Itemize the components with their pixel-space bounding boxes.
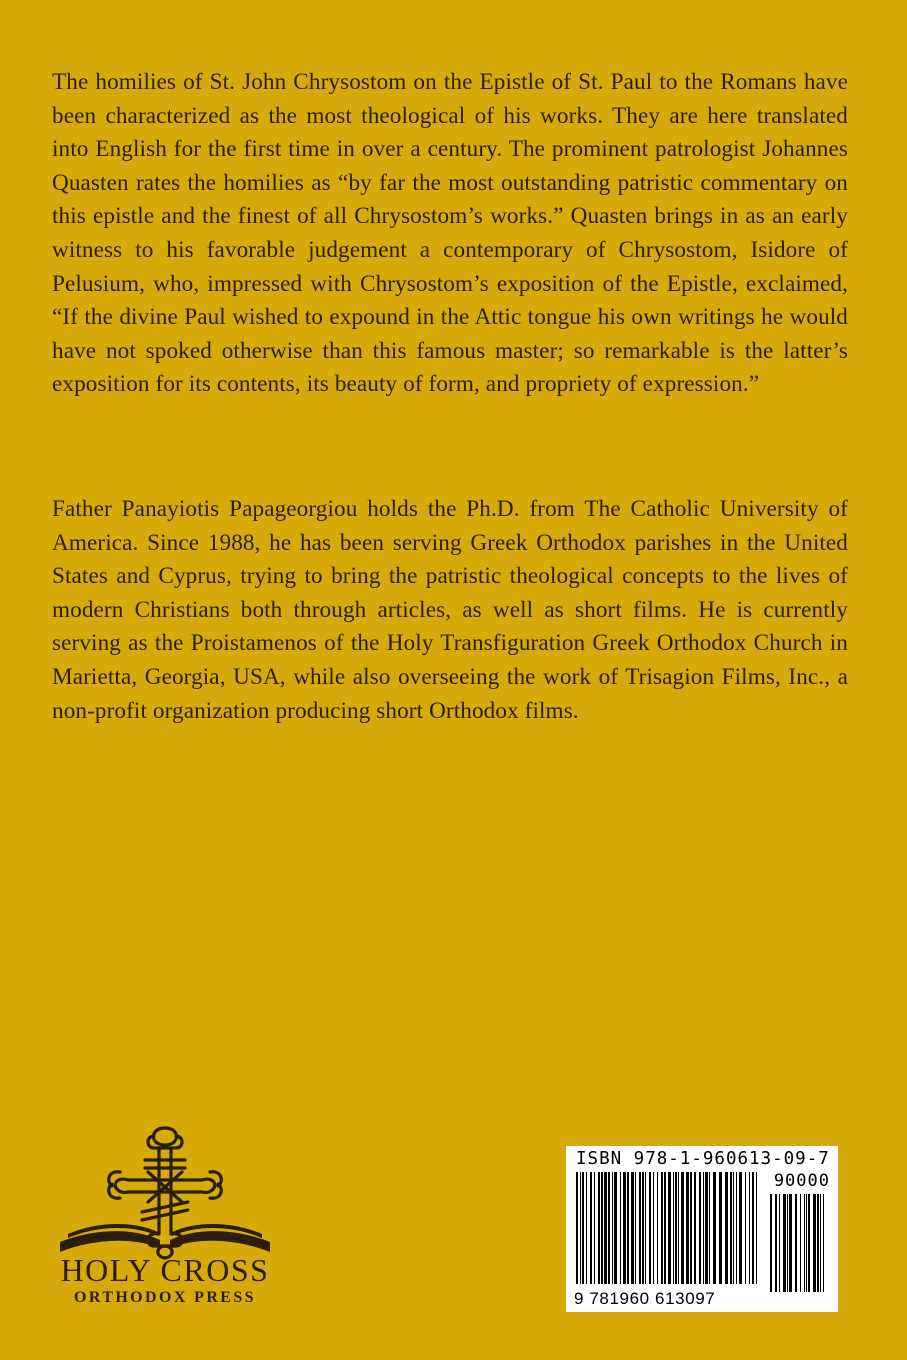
barcode-bar: [582, 1172, 584, 1284]
publisher-name: HOLY CROSS: [60, 1252, 270, 1288]
barcode-bar: [725, 1172, 728, 1284]
barcode-bars: [574, 1172, 830, 1296]
barcode-bar: [604, 1172, 607, 1284]
barcode-addon-digits: 90000: [773, 1171, 830, 1191]
barcode-bar: [820, 1194, 821, 1292]
author-bio: Father Panayiotis Papageorgiou holds the Ph.D. from The Catholic University of America. Since 1988, he has been serving Greek Orthodox parishes in the United States and Cyprus, trying to bring the patristic theological concepts to the lives of modern Christians both through articles, as well as short films. He is currently serving as the Proistamenos of the Holy Transfiguration Greek Orthodox Church in Marietta, Georgia, USA, while also overseeing the work of Trisagion Films, Inc., a non-profit organization producing short Orthodox films.: [52, 496, 848, 724]
barcode-bar: [653, 1172, 654, 1284]
barcode-bar: [645, 1172, 646, 1284]
barcode-bar: [627, 1172, 629, 1284]
barcode-bar: [775, 1194, 777, 1292]
barcode-bar: [736, 1172, 737, 1284]
barcode-bar: [661, 1172, 663, 1284]
publisher-subtitle: ORTHODOX PRESS: [74, 1289, 256, 1306]
barcode-bar: [749, 1172, 750, 1284]
barcode-bar: [779, 1194, 780, 1292]
publisher-logo: [40, 1122, 290, 1312]
barcode-bar: [690, 1172, 692, 1284]
barcode-bar: [813, 1194, 816, 1292]
barcode-bar: [789, 1194, 792, 1292]
barcode-bar: [614, 1172, 617, 1284]
barcode-bar: [808, 1194, 810, 1292]
barcode-bar: [733, 1172, 734, 1284]
barcode-bar: [806, 1194, 807, 1292]
barcode-bar: [804, 1194, 805, 1292]
barcode-bar: [745, 1172, 746, 1284]
barcode-bar: [823, 1194, 824, 1292]
barcode-bar: [705, 1172, 708, 1284]
barcode-bar: [623, 1172, 626, 1284]
isbn-barcode: [566, 1146, 838, 1312]
barcode-bar: [739, 1172, 742, 1284]
barcode-bar: [817, 1194, 819, 1292]
barcode-bar: [601, 1172, 603, 1284]
barcode-bar: [770, 1194, 772, 1292]
barcode-bar: [668, 1172, 671, 1284]
barcode-bar: [594, 1172, 595, 1284]
barcode-bar: [703, 1172, 704, 1284]
barcode-bar: [800, 1194, 801, 1292]
barcode-bar: [639, 1172, 641, 1284]
isbn-label: ISBN 978-1-960613-09-7: [576, 1149, 830, 1169]
barcode-bar: [631, 1172, 634, 1284]
barcode-bar: [673, 1172, 674, 1284]
barcode-bar: [576, 1172, 578, 1284]
barcode-bar: [709, 1172, 710, 1284]
barcode-bar: [730, 1172, 732, 1284]
barcode-bar: [590, 1172, 592, 1284]
barcode-bar: [678, 1172, 679, 1284]
barcode-bar: [713, 1172, 716, 1284]
barcode-bar: [580, 1172, 581, 1284]
book-description: The homilies of St. John Chrysostom on the Epistle of St. Paul to the Romans have been characterized as the most theological of his works. They are here translated into English for the first time in over a century. The prominent patrologist Johannes Quasten rates the homilies as “by far the most outstanding patristic commentary on this epistle and the finest of all Chrysostom’s works.” Quasten brings in as an early witness to his favorable judgement a contemporary of Chrysostom, Isidore of Pelusium, who, impressed with Chrysostom’s exposition of the Epistle, exclaimed, “If the divine Paul wished to expound in the Attic tongue his own writings he would have not spoked otherwise than this famous master; so remarkable is the latter’s exposition for its contents, its beauty of form, and propriety of expression.”: [52, 69, 848, 398]
barcode-bar: [598, 1172, 600, 1284]
barcode-bar: [787, 1194, 788, 1292]
barcode-bar: [620, 1172, 621, 1284]
barcode-bar: [719, 1172, 722, 1284]
barcode-bar: [783, 1194, 786, 1292]
barcode-bar: [635, 1172, 636, 1284]
barcode-bar: [699, 1172, 701, 1284]
barcode-bar: [642, 1172, 644, 1284]
barcode-bar: [608, 1172, 610, 1284]
barcode-bar: [657, 1172, 658, 1284]
ean-digits: 9 781960 613097: [574, 1289, 716, 1308]
barcode-bar: [586, 1172, 587, 1284]
barcode-bar: [681, 1172, 684, 1284]
barcode-bar: [612, 1172, 613, 1284]
barcode-bar: [675, 1172, 677, 1284]
barcode-bar: [686, 1172, 689, 1284]
barcode-bar: [795, 1194, 797, 1292]
barcode-bar: [649, 1172, 651, 1284]
barcode-bar: [664, 1172, 666, 1284]
barcode-bar: [756, 1172, 757, 1284]
orthodox-cross-book-icon: [50, 1122, 280, 1262]
barcode-bar: [694, 1172, 696, 1284]
barcode-bar: [752, 1172, 754, 1284]
